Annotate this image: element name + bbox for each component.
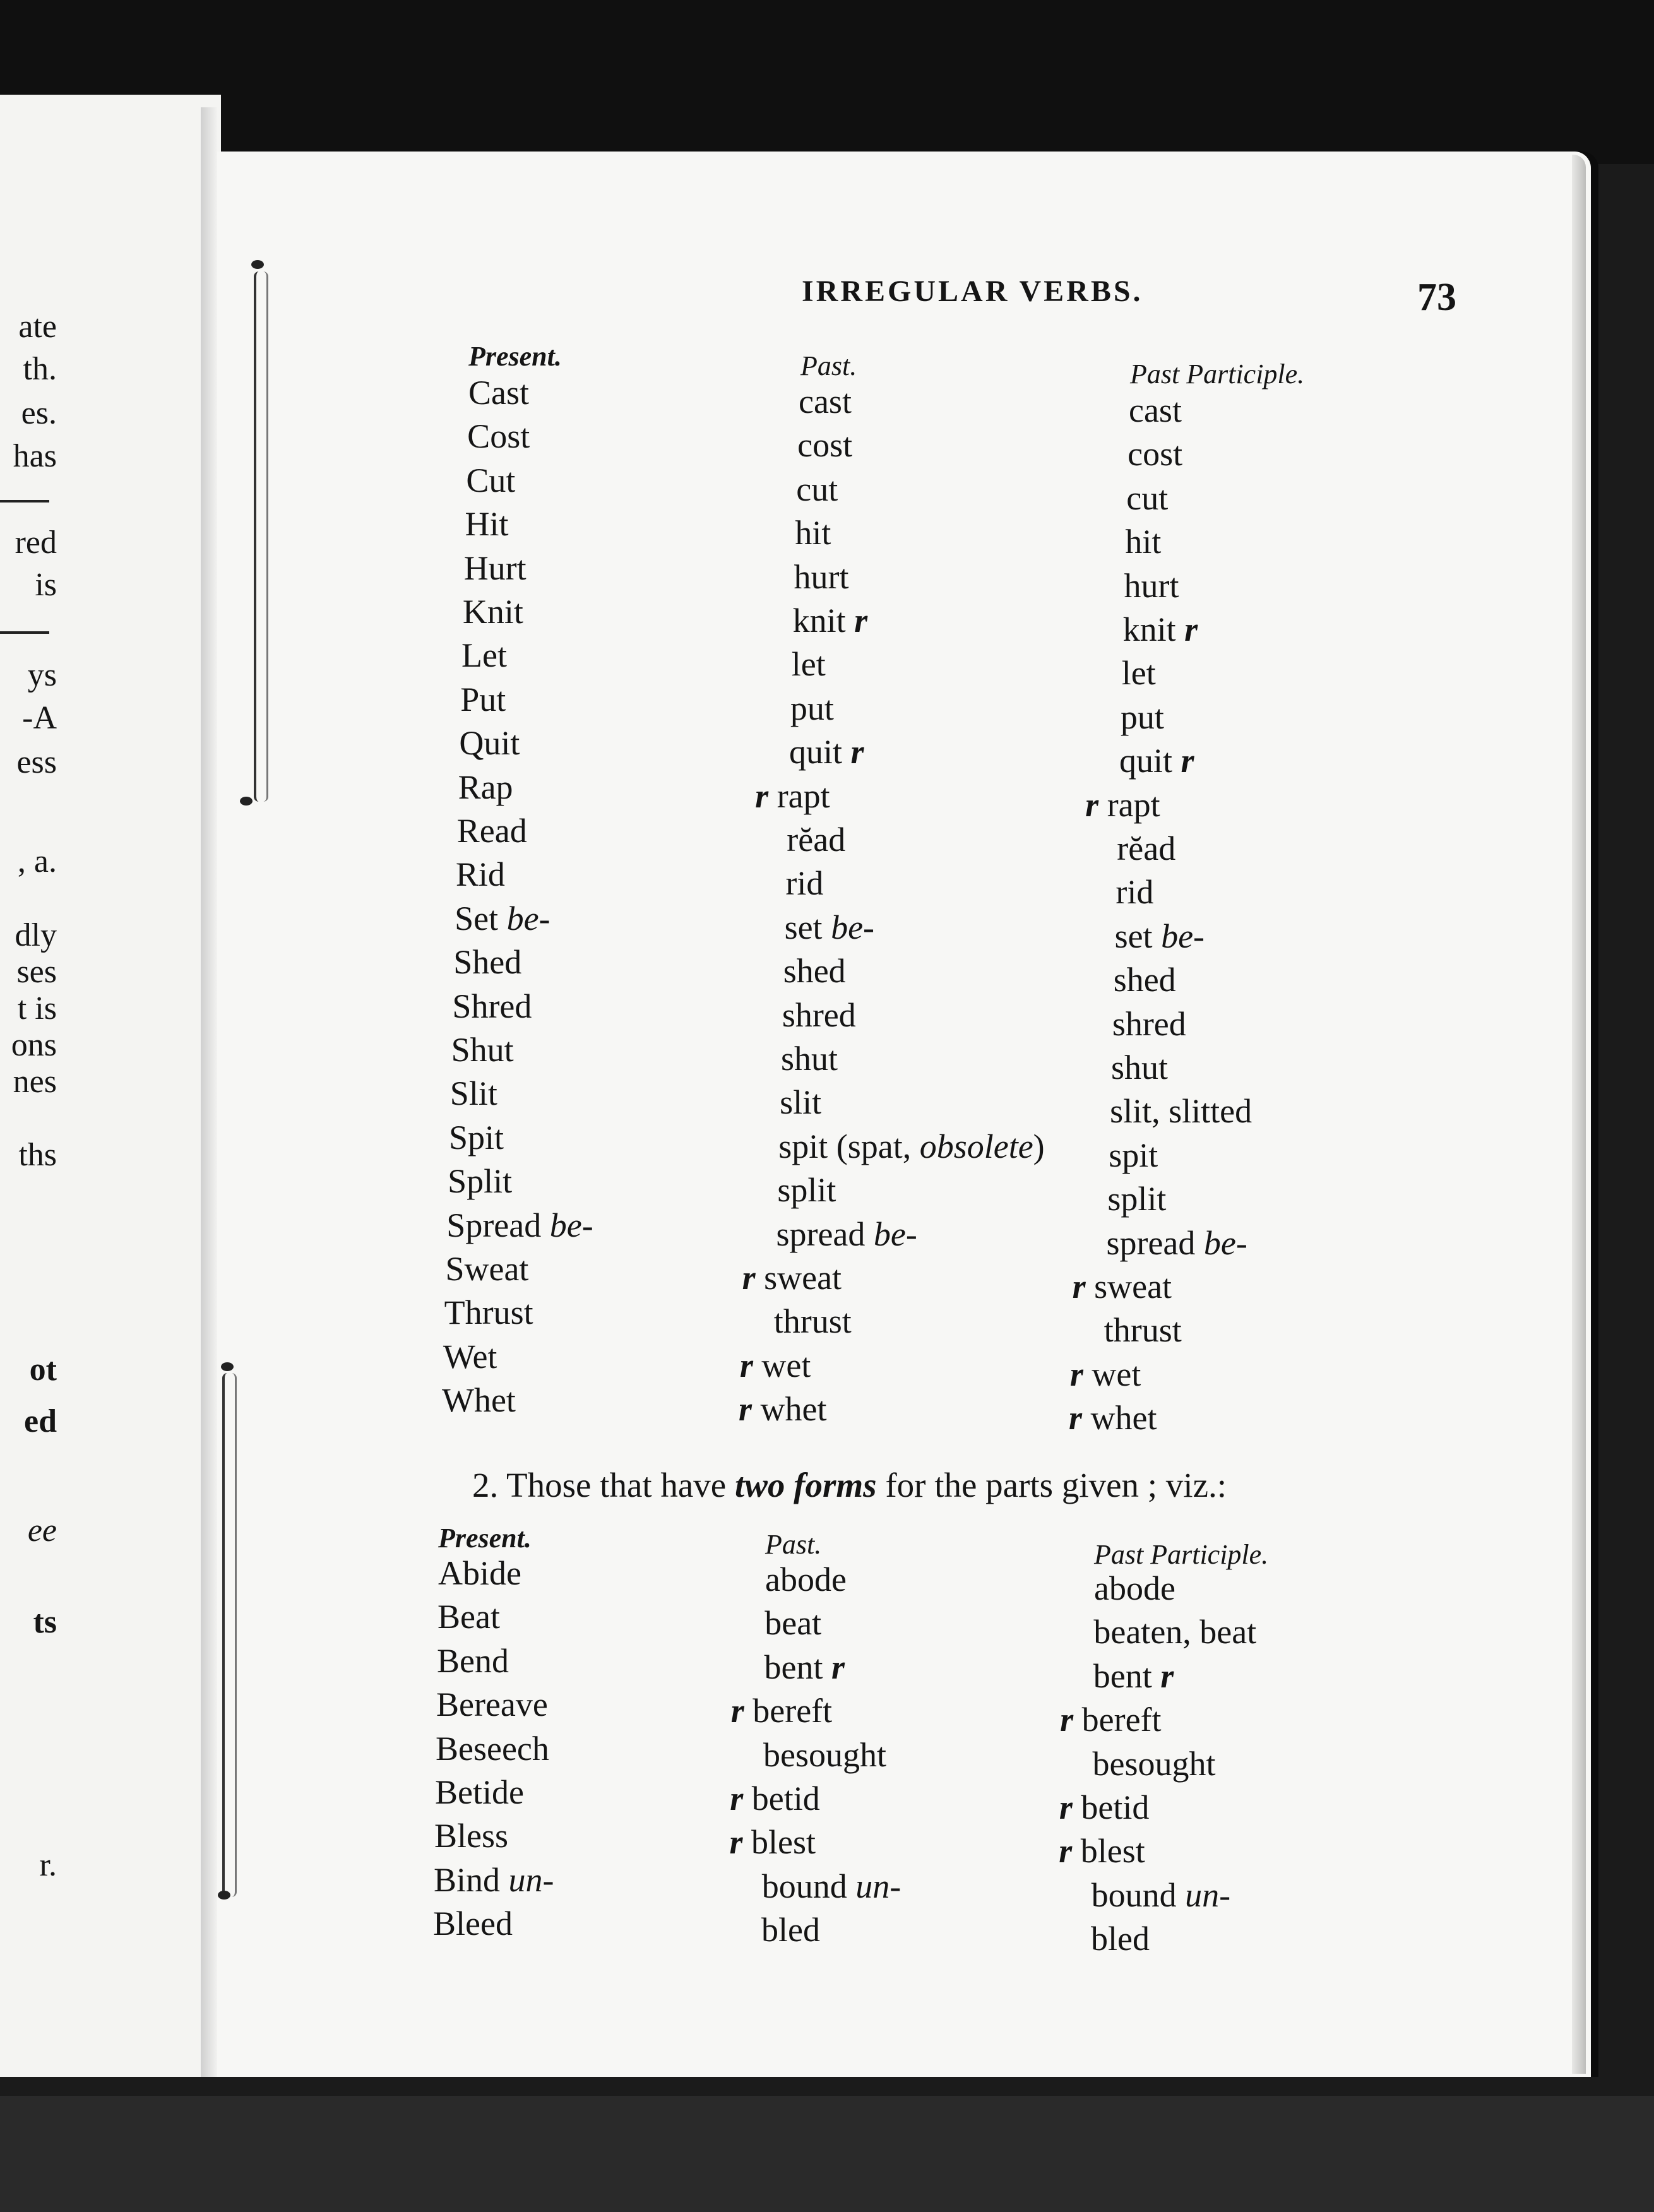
present-cell xyxy=(460,681,506,718)
pp-cell xyxy=(1059,1832,1145,1870)
present-form: Bend xyxy=(437,1641,509,1680)
past-form: quit xyxy=(789,733,843,771)
past-cell xyxy=(797,426,852,464)
past-form: besought xyxy=(763,1735,886,1774)
pp-cell xyxy=(1069,1399,1157,1437)
pp-cell xyxy=(1093,1657,1174,1695)
past-form: bent xyxy=(764,1648,823,1686)
present-cell xyxy=(433,1905,513,1942)
pp-cell xyxy=(1094,1569,1175,1607)
pp-cell xyxy=(1104,1311,1182,1349)
pp-form: rĕad xyxy=(1117,830,1176,867)
pp-cell xyxy=(1119,742,1194,780)
pp-cell xyxy=(1115,917,1205,955)
past-cell xyxy=(795,514,831,552)
past-cell xyxy=(793,602,868,639)
present-form: Shred xyxy=(452,987,532,1025)
past-form: set xyxy=(784,908,823,946)
pp-form: besought xyxy=(1092,1744,1216,1783)
past-form: cut xyxy=(796,470,838,508)
past-cell xyxy=(730,1780,820,1817)
pp-cell xyxy=(1093,1613,1256,1651)
pp-cell xyxy=(1073,1268,1172,1305)
past-form: blest xyxy=(751,1823,816,1862)
prefix-note: un- xyxy=(1185,1876,1231,1914)
present-form: Sweat xyxy=(445,1250,529,1288)
book-gutter xyxy=(201,107,217,2077)
pp-form: let xyxy=(1121,654,1156,693)
present-cell xyxy=(449,1119,504,1157)
past-form: thrust xyxy=(773,1302,852,1341)
present-form: Slit xyxy=(449,1074,497,1113)
past-cell xyxy=(765,1561,847,1598)
past-form: betid xyxy=(751,1780,820,1817)
pp-cell xyxy=(1112,1005,1186,1043)
pp-form: cost xyxy=(1127,435,1183,473)
pp-cell xyxy=(1126,479,1168,517)
left-page-fragment: dly xyxy=(15,917,57,953)
present-form: Spread xyxy=(446,1206,542,1244)
present-form: Betide xyxy=(435,1773,524,1811)
left-page-fragment: has xyxy=(13,438,57,474)
past-cell xyxy=(778,1127,1044,1165)
pp-form: slit, slitted xyxy=(1110,1092,1252,1131)
scan-background-top xyxy=(0,0,1654,164)
pp-form: sweat xyxy=(1094,1268,1172,1305)
regular-form-marker: r xyxy=(854,602,868,639)
pp-form: split xyxy=(1107,1180,1167,1218)
present-cell xyxy=(455,900,550,937)
past-form: shut xyxy=(780,1040,838,1078)
prefix-note: un- xyxy=(508,1860,554,1899)
regular-form-marker: r xyxy=(1184,610,1198,648)
past-cell xyxy=(794,558,849,596)
present-form: Hurt xyxy=(463,549,527,587)
pp-form: hit xyxy=(1125,523,1162,561)
column-header-past: Past. xyxy=(765,1529,822,1560)
pp-form: whet xyxy=(1090,1399,1157,1437)
past-form: bound xyxy=(761,1867,847,1905)
pp-cell xyxy=(1122,654,1156,692)
present-cell xyxy=(446,1206,593,1244)
pp-form: bereft xyxy=(1081,1701,1162,1739)
present-cell xyxy=(448,1162,512,1200)
past-cell xyxy=(755,777,830,815)
past-cell xyxy=(739,1390,826,1428)
left-page-fragment: ess xyxy=(16,744,57,780)
left-page-fragment: ed xyxy=(24,1403,57,1439)
pp-form: bent xyxy=(1093,1656,1152,1695)
past-cell xyxy=(780,1083,821,1121)
binding-knot xyxy=(240,797,253,806)
left-page-fragment: es. xyxy=(21,395,57,431)
present-form: Bless xyxy=(434,1817,509,1855)
past-form: hit xyxy=(795,514,831,552)
prefix-note: be- xyxy=(873,1215,917,1253)
regular-form-marker: r xyxy=(1059,1832,1073,1870)
pp-form: put xyxy=(1120,698,1164,736)
past-form: let xyxy=(791,645,826,684)
left-page-fragment: -A xyxy=(22,700,57,736)
column-header-past: Past. xyxy=(800,350,857,381)
past-cell xyxy=(799,383,852,420)
regular-form-marker: r xyxy=(730,1780,744,1817)
pp-form: spit xyxy=(1109,1136,1158,1174)
regular-form-marker: r xyxy=(831,1648,845,1686)
left-page-fragment: r. xyxy=(39,1847,57,1883)
left-page-fragment: th. xyxy=(23,351,57,387)
present-form: Let xyxy=(461,636,507,675)
pp-form: knit xyxy=(1122,610,1176,648)
pp-form: quit xyxy=(1119,742,1173,780)
binding-knot xyxy=(221,1362,234,1371)
present-cell xyxy=(434,1817,508,1855)
past-form: knit xyxy=(792,602,846,639)
past-cell xyxy=(731,1692,832,1730)
pp-cell xyxy=(1111,1049,1168,1086)
present-form: Cast xyxy=(468,374,530,412)
regular-form-marker: r xyxy=(739,1346,753,1384)
regular-form-marker: r xyxy=(1181,742,1194,780)
past-form: cost xyxy=(797,426,853,465)
pp-cell xyxy=(1060,1701,1161,1739)
present-form: Rap xyxy=(458,768,513,806)
present-form: Bind xyxy=(434,1860,501,1899)
past-form: bled xyxy=(761,1911,820,1949)
past-cell xyxy=(740,1347,811,1384)
present-cell xyxy=(437,1642,509,1680)
past-form: rapt xyxy=(776,776,830,815)
left-page-rule xyxy=(0,500,49,502)
present-cell xyxy=(464,549,527,587)
regular-form-marker: r xyxy=(1072,1268,1086,1305)
left-page-fragment: t is xyxy=(17,990,57,1026)
present-form: Bereave xyxy=(436,1686,548,1724)
prefix-note: un- xyxy=(855,1867,901,1905)
past-cell xyxy=(761,1911,820,1949)
past-cell xyxy=(789,733,864,771)
regular-form-marker: r xyxy=(1085,785,1099,824)
present-cell xyxy=(467,417,530,455)
left-page-fragment: is xyxy=(35,567,57,603)
present-form: Set xyxy=(455,899,499,937)
pp-form: thrust xyxy=(1104,1311,1182,1350)
left-page-fragment: ee xyxy=(27,1513,57,1549)
past-cell xyxy=(776,1215,917,1253)
present-cell xyxy=(444,1293,533,1331)
past-form: wet xyxy=(761,1346,811,1384)
present-cell xyxy=(451,1031,514,1069)
past-form: sweat xyxy=(764,1259,842,1297)
past-form: rĕad xyxy=(787,821,846,859)
left-page-fragment: ys xyxy=(27,657,57,693)
left-page-fragment: nes xyxy=(13,1064,57,1100)
past-form: rid xyxy=(785,864,824,903)
regular-form-marker: r xyxy=(742,1259,756,1297)
regular-form-marker: r xyxy=(850,733,864,771)
past-form: spit (spat, xyxy=(778,1127,912,1165)
present-cell xyxy=(465,505,509,543)
past-cell xyxy=(742,1259,842,1297)
present-cell xyxy=(442,1381,516,1419)
pp-cell xyxy=(1091,1920,1150,1958)
pp-cell xyxy=(1085,786,1160,824)
prefix-note: be- xyxy=(831,908,875,946)
pp-form: shred xyxy=(1112,1004,1186,1043)
present-form: Whet xyxy=(442,1381,516,1420)
present-cell xyxy=(436,1730,549,1768)
regular-form-marker: r xyxy=(1069,1355,1083,1393)
binding-thread-upper xyxy=(254,271,268,802)
pp-form: spread xyxy=(1106,1223,1196,1262)
left-page-fragment: ons xyxy=(11,1027,57,1063)
present-form: Beseech xyxy=(436,1729,549,1768)
present-form: Bleed xyxy=(433,1905,513,1943)
pp-form: blest xyxy=(1080,1832,1145,1870)
past-cell xyxy=(763,1736,886,1774)
pp-form: wet xyxy=(1092,1355,1141,1393)
present-cell xyxy=(438,1554,521,1592)
present-form: Thrust xyxy=(444,1293,533,1332)
past-cell xyxy=(765,1648,845,1686)
left-page-fragment: ts xyxy=(33,1604,57,1640)
pp-cell xyxy=(1117,830,1175,867)
pp-cell xyxy=(1121,698,1164,736)
pp-form: set xyxy=(1114,917,1153,955)
pp-form: bled xyxy=(1091,1920,1150,1958)
column-header-past-participle: Past Participle. xyxy=(1130,359,1305,389)
page-edge xyxy=(1572,155,1586,2074)
past-form: spread xyxy=(776,1215,866,1253)
left-page-fragment: ate xyxy=(18,309,57,345)
prefix-note: be- xyxy=(506,899,550,937)
section-2-intro-text-end: for the parts given ; viz.: xyxy=(876,1466,1227,1504)
regular-form-marker: r xyxy=(730,1692,744,1730)
pp-cell xyxy=(1123,610,1198,648)
closing-paren: ) xyxy=(1033,1127,1045,1165)
past-cell xyxy=(774,1302,852,1340)
section-2-intro-text: 2. Those that have xyxy=(472,1466,735,1504)
pp-form: rid xyxy=(1116,873,1154,912)
past-form: hurt xyxy=(794,557,849,596)
regular-form-marker: r xyxy=(1059,1788,1073,1826)
regular-form-marker: r xyxy=(1160,1656,1174,1695)
present-form: Put xyxy=(460,680,506,718)
left-page-fragment: ses xyxy=(16,954,57,990)
past-cell xyxy=(783,952,846,990)
section-2-intro xyxy=(472,1465,1227,1506)
past-cell xyxy=(796,470,838,508)
present-form: Split xyxy=(448,1162,513,1201)
regular-form-marker: r xyxy=(739,1390,753,1429)
pp-form: hurt xyxy=(1124,566,1179,605)
pp-form: bound xyxy=(1091,1876,1177,1914)
column-header-past-participle: Past Participle. xyxy=(1094,1539,1269,1570)
column-header-present: Present. xyxy=(438,1523,532,1554)
present-form: Shut xyxy=(451,1031,514,1069)
pp-cell xyxy=(1127,435,1182,473)
regular-form-marker: r xyxy=(729,1823,743,1862)
past-form: shed xyxy=(783,952,846,990)
pp-form: betid xyxy=(1081,1788,1150,1826)
pp-form: shut xyxy=(1110,1049,1168,1086)
pp-cell xyxy=(1093,1745,1216,1783)
present-cell xyxy=(457,812,527,850)
present-cell xyxy=(445,1250,528,1288)
binding-knot xyxy=(251,260,264,269)
pp-cell xyxy=(1059,1788,1150,1826)
left-page-fragment: ths xyxy=(18,1137,57,1173)
present-cell xyxy=(435,1773,524,1811)
past-form: split xyxy=(777,1171,836,1210)
pp-form: cut xyxy=(1126,479,1169,517)
pp-cell xyxy=(1129,391,1182,429)
prefix-note: be- xyxy=(1203,1223,1247,1262)
present-form: Beat xyxy=(437,1598,500,1636)
pp-cell xyxy=(1116,873,1153,911)
past-cell xyxy=(781,1040,838,1078)
prefix-note: be- xyxy=(1161,917,1205,955)
regular-form-marker: r xyxy=(1060,1701,1074,1739)
pp-cell xyxy=(1109,1136,1158,1174)
prefix-note: obsolete xyxy=(919,1127,1033,1165)
past-form: whet xyxy=(760,1390,827,1429)
pp-cell xyxy=(1106,1224,1247,1262)
past-cell xyxy=(765,1604,821,1642)
present-form: Abide xyxy=(438,1554,521,1592)
column-header-present: Present. xyxy=(468,341,562,372)
present-cell xyxy=(437,1598,500,1636)
present-cell xyxy=(452,987,532,1025)
left-page-fragment: red xyxy=(15,525,57,561)
page-number: 73 xyxy=(1417,276,1456,319)
pp-form: cast xyxy=(1129,391,1182,429)
present-cell xyxy=(463,593,523,631)
past-form: put xyxy=(790,689,834,727)
past-form: beat xyxy=(765,1604,822,1643)
past-form: abode xyxy=(765,1561,847,1598)
past-form: bereft xyxy=(753,1692,833,1730)
pp-cell xyxy=(1070,1355,1141,1393)
present-cell xyxy=(461,636,507,674)
present-cell xyxy=(434,1861,554,1899)
prefix-note: be- xyxy=(549,1206,593,1244)
regular-form-marker: r xyxy=(755,776,769,815)
pp-cell xyxy=(1092,1876,1230,1914)
left-page-rule xyxy=(0,631,49,634)
present-form: Cut xyxy=(466,461,516,499)
present-form: Rid xyxy=(455,855,505,894)
pp-cell xyxy=(1114,961,1176,999)
present-form: Spit xyxy=(448,1118,504,1157)
pp-cell xyxy=(1125,523,1161,561)
present-cell xyxy=(443,1338,497,1376)
left-page-fragment: , a. xyxy=(17,843,57,879)
past-cell xyxy=(792,645,826,683)
regular-form-marker: r xyxy=(1069,1399,1083,1437)
past-cell xyxy=(785,908,874,946)
present-form: Knit xyxy=(462,593,523,631)
running-header: IRREGULAR VERBS. xyxy=(802,275,1143,308)
past-form: cast xyxy=(799,383,852,420)
right-page xyxy=(208,152,1591,2077)
left-page-fragment: ot xyxy=(29,1352,57,1388)
past-cell xyxy=(782,996,856,1034)
present-cell xyxy=(450,1074,497,1112)
past-cell xyxy=(730,1823,816,1861)
present-form: Quit xyxy=(459,724,520,763)
present-form: Wet xyxy=(443,1337,497,1376)
past-cell xyxy=(790,689,834,727)
pp-cell xyxy=(1107,1180,1166,1218)
present-cell xyxy=(456,855,505,893)
past-cell xyxy=(762,1867,901,1905)
pp-cell xyxy=(1110,1092,1252,1130)
present-cell xyxy=(466,461,515,499)
past-cell xyxy=(787,821,845,859)
present-cell xyxy=(458,768,513,806)
pp-form: abode xyxy=(1094,1569,1175,1607)
present-cell xyxy=(436,1686,548,1723)
scan-background-bottom xyxy=(0,2096,1654,2212)
pp-form: rapt xyxy=(1107,785,1160,824)
binding-thread-lower xyxy=(222,1373,237,1897)
past-cell xyxy=(777,1171,836,1209)
present-form: Cost xyxy=(467,417,530,456)
past-cell xyxy=(785,864,823,902)
binding-knot xyxy=(218,1891,230,1900)
present-form: Shed xyxy=(453,943,522,982)
present-cell xyxy=(459,724,520,762)
present-form: Read xyxy=(456,812,527,850)
past-form: slit xyxy=(780,1083,822,1122)
pp-form: beaten, beat xyxy=(1093,1613,1257,1651)
pp-cell xyxy=(1124,567,1179,605)
present-cell xyxy=(468,374,529,412)
past-form: shred xyxy=(782,996,856,1034)
present-cell xyxy=(453,943,521,981)
pp-form: shed xyxy=(1113,961,1176,999)
present-form: Hit xyxy=(465,505,509,544)
section-2-intro-emphasis: two forms xyxy=(734,1466,877,1504)
